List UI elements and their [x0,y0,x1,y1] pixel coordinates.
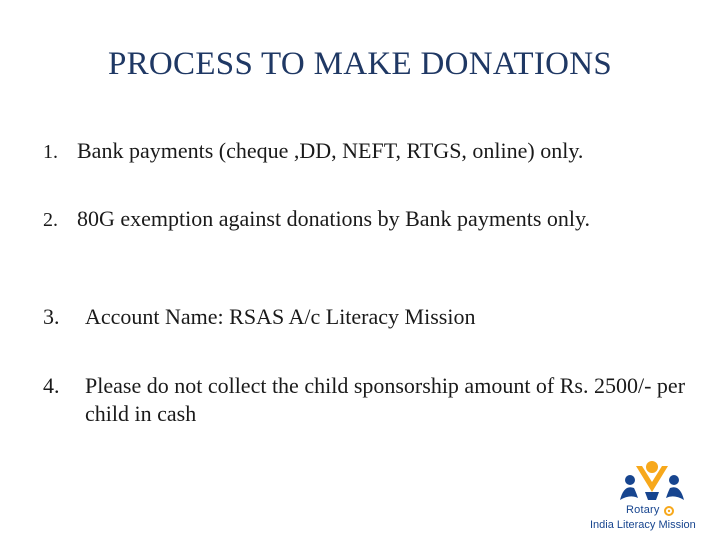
rotary-wordmark: Rotary [626,504,660,516]
rotary-literacy-logo [590,458,716,538]
list-number: 1. [43,141,58,163]
rotary-wheel-icon [664,506,674,516]
slide-title: PROCESS TO MAKE DONATIONS [107,46,613,82]
list-text: 80G exemption against donations by Bank payments only. [77,206,591,231]
list-number: 3. [43,304,60,329]
logo-caption: India Literacy Mission [590,519,696,531]
list-number: 4. [43,373,60,398]
people-emblem-icon [590,458,716,508]
list-item-2 [43,205,643,234]
list-item-3 [43,303,683,331]
list-item-4 [43,372,693,428]
list-item-1 [43,137,703,166]
list-number: 2. [43,209,58,231]
list-text: Please do not collect the child sponsorship amount of Rs. 2500/- per child in cash [85,373,686,426]
list-text: Account Name: RSAS A/c Literacy Mission [85,304,476,329]
list-text: Bank payments (cheque ,DD, NEFT, RTGS, online) only. [77,138,584,163]
